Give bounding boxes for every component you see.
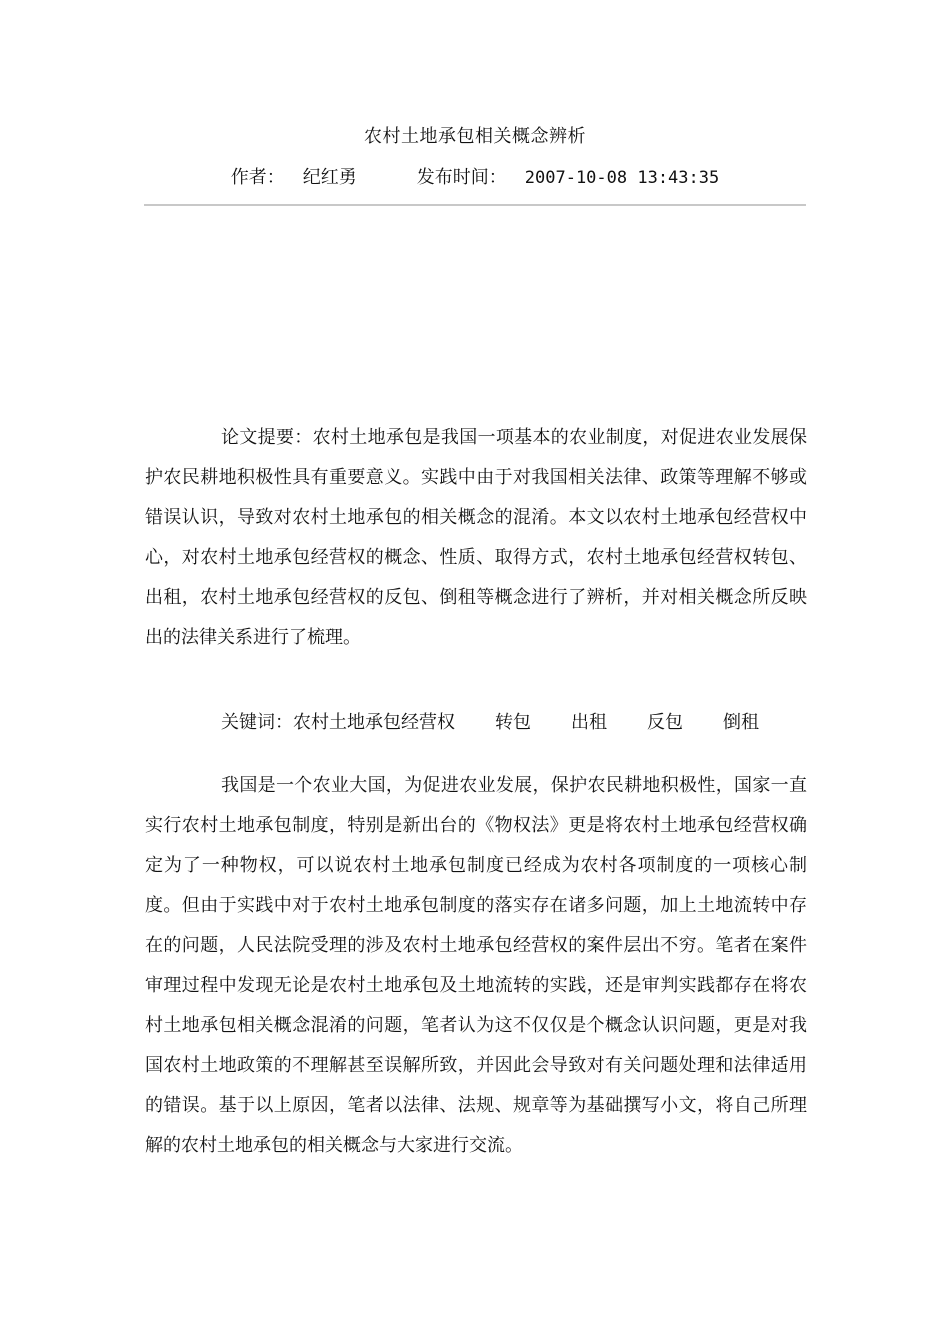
publish-date: 2007-10-08 13:43:35 xyxy=(524,168,720,188)
date-label: 发布时间： xyxy=(416,167,507,188)
document-title: 农村土地承包相关概念辨析 xyxy=(364,126,586,147)
author-name: 纪红勇 xyxy=(302,167,357,188)
keyword-item: 转包 xyxy=(495,712,531,733)
keyword-item: 倒租 xyxy=(723,712,759,733)
body-paragraph: 我国是一个农业大国，为促进农业发展，保护农民耕地积极性，国家一直实行农村土地承包制度，特别是新出台的《物权法》更是将农村土地承包经营权确定为了一种物权，可以说农村土地承包制度已经成为农村各项制度的一项核心制度。但由于实践中对于农村土地承包制度的落实存在诸多问题，加上土地流转中存在的问题，人民法院受理的涉及农村土地承包经营权的案件层出不穷。笔者在案件审理过程中发现无论是农村土地承包及土地流转的实践，还是审判实践都存在将农村土地承包相关概念混淆的问题，笔者认为这不仅仅是个概念认识问题，更是对我国农村土地政策的不理解甚至误解所致，并因此会导致对有关问题处理和法律适用的错误。基于以上原因，笔者以法律、法规、规章等为基础撰写小文，将自己所理解的农村土地承包的相关概念与大家进行交流。 xyxy=(145,775,807,1156)
keyword-item: 出租 xyxy=(571,712,607,733)
keywords-label: 关键词： xyxy=(221,712,293,733)
keyword-item: 农村土地承包经营权 xyxy=(293,712,455,733)
keyword-item: 反包 xyxy=(647,712,683,733)
byline xyxy=(0,164,950,192)
author-label: 作者： xyxy=(230,167,285,188)
abstract-paragraph: 论文提要：农村土地承包是我国一项基本的农业制度，对促进农业发展保护农民耕地积极性具有重要意义。实践中由于对我国相关法律、政策等理解不够或错误认识，导致对农村土地承包的相关概念的混淆。本文以农村土地承包经营权中心，对农村土地承包经营权的概念、性质、取得方式，农村土地承包经营权转包、出租，农村土地承包经营权的反包、倒租等概念进行了辨析，并对相关概念所反映出的法律关系进行了梳理。 xyxy=(145,427,807,648)
header-divider xyxy=(144,204,806,206)
keywords-line xyxy=(221,703,821,743)
